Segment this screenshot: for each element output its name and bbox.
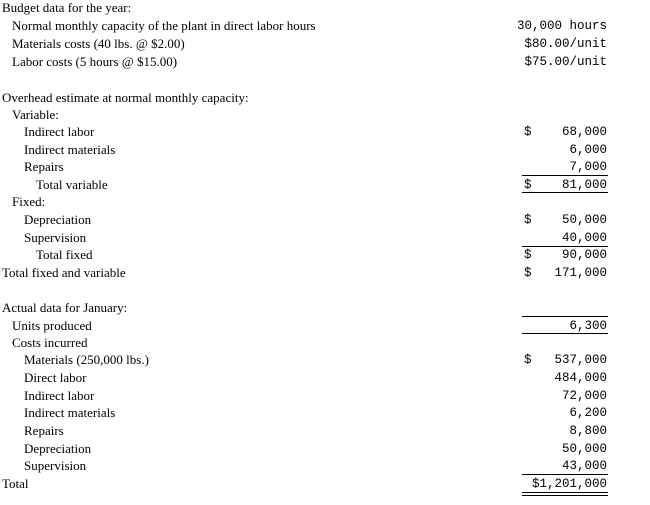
total-fixed-dollar: $	[524, 248, 532, 262]
cost-direct-labor-value: 484,000	[554, 371, 607, 385]
variable-heading: Variable:	[12, 107, 59, 122]
total-variable-dollar: $	[524, 178, 532, 192]
fixed-depreciation-value: 50,000	[561, 213, 607, 227]
cost-materials-value: 537,000	[554, 353, 607, 367]
budget-capacity-value: 30,000 hours	[516, 19, 607, 33]
total-fixed-variable-dollar: $	[524, 266, 532, 280]
fixed-supervision-label: Supervision	[24, 230, 87, 245]
units-produced-value: 6,300	[569, 319, 607, 333]
cost-supervision-value: 43,000	[561, 459, 607, 473]
cost-indirect-materials-value: 6,200	[569, 406, 607, 420]
total-variable-label: Total variable	[36, 177, 108, 192]
budget-heading: Budget data for the year:	[2, 0, 132, 15]
fixed-depreciation-label: Depreciation	[24, 212, 92, 227]
total-variable-value: 81,000	[561, 178, 607, 192]
actual-total-label: Total	[2, 476, 29, 491]
total-fixed-variable-value: 171,000	[554, 266, 607, 280]
fixed-depreciation-dollar: $	[524, 213, 532, 227]
total-double-rule	[522, 492, 608, 496]
total-variable-rule	[522, 192, 608, 193]
units-bottom-rule	[522, 333, 608, 334]
cost-supervision-label: Supervision	[24, 458, 87, 473]
var-indirect-labor-dollar: $	[524, 125, 532, 139]
budget-labor-value: $75.00/unit	[524, 55, 607, 69]
var-indirect-materials-label: Indirect materials	[24, 142, 116, 157]
total-fixed-variable-label: Total fixed and variable	[2, 265, 126, 280]
fixed-supervision-value: 40,000	[561, 231, 607, 245]
units-top-rule	[522, 316, 608, 317]
cost-materials-label: Materials (250,000 lbs.)	[24, 352, 149, 367]
fixed-heading: Fixed:	[12, 194, 46, 209]
var-indirect-labor-value: 68,000	[561, 125, 607, 139]
cost-direct-labor-label: Direct labor	[24, 370, 87, 385]
units-produced-label: Units produced	[12, 318, 92, 333]
cost-indirect-labor-value: 72,000	[561, 389, 607, 403]
costs-incurred-heading: Costs incurred	[12, 335, 88, 350]
cost-repairs-value: 8,800	[569, 424, 607, 438]
budget-labor-label: Labor costs (5 hours @ $15.00)	[12, 54, 178, 69]
actual-heading: Actual data for January:	[2, 300, 128, 315]
budget-capacity-label: Normal monthly capacity of the plant in direct labor hours	[12, 18, 316, 33]
budget-materials-label: Materials costs (40 lbs. @ $2.00)	[12, 36, 185, 51]
var-repairs-value: 7,000	[569, 160, 607, 174]
cost-depreciation-value: 50,000	[561, 442, 607, 456]
total-fixed-value: 90,000	[561, 248, 607, 262]
cost-indirect-labor-label: Indirect labor	[24, 388, 95, 403]
budget-materials-value: $80.00/unit	[524, 37, 607, 51]
var-repairs-label: Repairs	[24, 159, 64, 174]
cost-depreciation-label: Depreciation	[24, 441, 92, 456]
cost-indirect-materials-label: Indirect materials	[24, 405, 116, 420]
variable-subtotal-rule	[522, 175, 608, 176]
actual-total-value: $1,201,000	[531, 477, 607, 491]
var-indirect-labor-label: Indirect labor	[24, 124, 95, 139]
var-indirect-materials-value: 6,000	[569, 143, 607, 157]
cost-repairs-label: Repairs	[24, 423, 64, 438]
total-fixed-label: Total fixed	[36, 247, 93, 262]
cost-materials-dollar: $	[524, 353, 532, 367]
overhead-heading: Overhead estimate at normal monthly capacity:	[2, 90, 249, 105]
total-top-rule	[522, 474, 608, 475]
